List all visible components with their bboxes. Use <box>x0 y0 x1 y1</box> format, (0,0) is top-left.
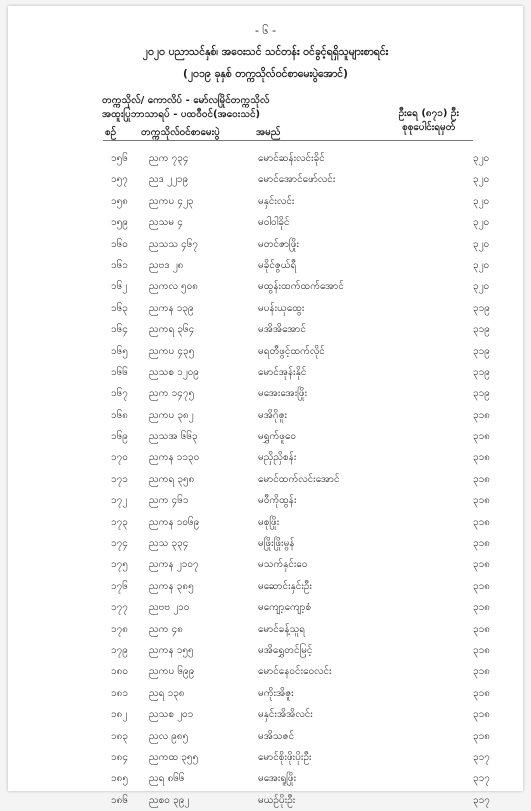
total-mark: ၃၁၈ <box>473 495 490 507</box>
university-line: တက္ကသိုလ်/ ကောလိပ် - မော်လမြိုင်တက္ကသိုလ် <box>102 95 270 106</box>
student-name: မတင်ဇာဖြိုး <box>258 238 299 250</box>
student-name: မသက်နှင်းဝေ <box>258 559 308 571</box>
total-mark: ၃၁၈ <box>473 709 490 721</box>
row-number: ၁၆၀ <box>111 238 128 250</box>
table-row <box>8 383 523 404</box>
student-name: မစုဖြိုး <box>258 516 280 528</box>
total-mark: ၃၁၈ <box>473 452 490 464</box>
student-name: မနှင်းလင်း <box>258 195 295 207</box>
table-row <box>8 276 523 297</box>
student-name: မဆောင်းနှင်းဦး <box>258 580 312 592</box>
student-name: မောင်အုန်းနိုင် <box>258 366 307 378</box>
table-row <box>8 661 523 682</box>
row-number: ၁၅၆ <box>111 153 128 164</box>
roll-number: ညလ ၉၈၅ <box>149 730 189 742</box>
roll-number: ညသမ ၄ <box>149 217 183 229</box>
student-name: မခိုင်ဇွယ်ရီ <box>258 259 297 271</box>
roll-number: ညသစ ၁၂၀၉ <box>149 366 199 378</box>
table-row <box>8 148 523 169</box>
roll-number: ညကန ၃၈၅ <box>149 580 194 592</box>
student-name: မအေးရူဖြိုး <box>258 773 297 785</box>
row-number: ၁၆၅ <box>111 345 128 357</box>
row-number: ၁၈၂ <box>111 709 128 721</box>
table-row <box>8 447 523 468</box>
roll-number: ညသစ ၂၀၁ <box>149 709 194 721</box>
roll-number: ညကရ ၃၅၈ <box>149 473 195 485</box>
table-row <box>8 576 523 597</box>
table-row <box>8 490 523 511</box>
header-divider <box>103 140 473 141</box>
table-row <box>8 234 523 255</box>
student-name: မညှိညှိစန်း <box>258 452 297 464</box>
student-name: မောင်နေဝင်းဝေလင်း <box>258 666 332 678</box>
roll-number: ညကထ ၃၅၅ <box>149 751 199 763</box>
total-mark: ၃၁၈ <box>473 409 490 421</box>
table-row <box>8 469 523 490</box>
row-number: ၁၆၉ <box>111 431 128 443</box>
total-mark: ၃၁၈ <box>473 602 490 614</box>
roll-number: ညကန ၁၁၃၀ <box>149 452 200 464</box>
student-name: မောင်ထက်လင်းအောင် <box>258 473 340 485</box>
table-row <box>8 640 523 661</box>
table-row <box>8 341 523 362</box>
row-number: ၁၆၁ <box>111 259 128 271</box>
total-mark: ၃၁၈ <box>473 559 490 571</box>
roll-number: ညကပ ၄၃၅ <box>149 345 195 357</box>
table-row <box>8 255 523 276</box>
row-number: ၁၇၂ <box>111 495 128 507</box>
total-mark: ၃၁၈ <box>473 730 490 742</box>
student-name: မပန်းယုထွေး <box>258 302 305 314</box>
total-mark: ၃၁၇ <box>473 794 490 806</box>
total-mark: ၃၁၈ <box>473 687 490 699</box>
student-name: မဝီကိုထွန်း <box>258 495 297 507</box>
roll-number: ညကလ ၅၀၈ <box>149 281 198 293</box>
roll-number: ညက ၁၄၇၅ <box>149 388 195 400</box>
major-subject-line: အထူးပြုဘာသာရပ် - ပထဝီဝင်(အဝေးသင်) <box>102 109 261 120</box>
row-number: ၁၆၇ <box>111 388 128 400</box>
row-number: ၁၇၆ <box>111 580 128 592</box>
total-mark: ၃၂၀ <box>473 195 490 207</box>
total-mark: ၃၂၀ <box>473 259 490 271</box>
roll-number: ညက ၄၈ <box>149 623 183 635</box>
student-name: မောင်ဆန်းလင်းခိုင် <box>258 153 325 164</box>
student-name: မထွန်းထက်ထက်အောင် <box>258 281 344 293</box>
student-name: မနှင်းအိအိလင်း <box>258 709 313 721</box>
table-row <box>8 554 523 575</box>
row-number: ၁၅၈ <box>111 195 128 207</box>
roll-number: ညကပ ၄၂၃ <box>149 195 194 207</box>
column-header-no: စဉ် <box>105 127 117 138</box>
row-number: ၁၇၉ <box>111 644 128 656</box>
row-number: ၁၈၄ <box>111 751 128 763</box>
row-number: ၁၇၅ <box>111 559 128 571</box>
roll-number: ညသ ၃၃၄ <box>149 538 189 550</box>
total-mark: ၃၁၉ <box>473 302 490 314</box>
table-row <box>8 683 523 704</box>
student-name: မောင်အောင်ဖော်လင်း <box>258 174 336 186</box>
column-header-roll: တက္ကသိုလ်ဝင်စာမေးပွဲ <box>141 127 220 138</box>
row-number: ၁၈၁ <box>111 687 128 699</box>
table-row <box>8 426 523 447</box>
row-number: ၁၇၈ <box>111 623 128 635</box>
student-name: မယဉ်ပိုးဦး <box>258 794 296 806</box>
table-row <box>8 768 523 789</box>
page-number: - ၆ - <box>254 24 277 37</box>
total-mark: ၃၁၇ <box>473 773 490 785</box>
total-marks-label: စုစုပေါင်းရမှတ် <box>402 122 456 133</box>
table-row <box>8 405 523 426</box>
total-mark: ၃၂၀ <box>473 238 490 250</box>
total-mark: ၃၂၀ <box>473 281 490 293</box>
roll-number: ညရ ၁၃၈ <box>149 687 185 699</box>
table-row <box>8 169 523 190</box>
total-mark: ၃၁၉ <box>473 388 490 400</box>
student-name: မဖြိုးဖြိုးမွန် <box>258 538 295 550</box>
row-number: ၁၆၄ <box>111 324 128 336</box>
student-name: မအိအိအောင် <box>258 324 306 336</box>
table-row <box>8 319 523 340</box>
table-row <box>8 298 523 319</box>
total-mark: ၃၁၈ <box>473 431 490 443</box>
row-number: ၁၈၆ <box>111 794 128 806</box>
roll-number: ညဒ ၂၂၁၉ <box>149 174 189 186</box>
table-row <box>8 533 523 554</box>
total-mark: ၃၁၈ <box>473 580 490 592</box>
student-name: မရတီဖွင့်ထက်လိုင် <box>258 345 325 357</box>
document-subtitle: (၂၀၁၉ ခုနှစ် တက္ကသိုလ်ဝင်စာမေးပွဲအောင်) <box>183 68 348 80</box>
total-mark: ၃၁၈ <box>473 538 490 550</box>
row-number: ၁၆၃ <box>111 302 128 314</box>
document-title: ၂၀၂၀ ပညာသင်နှစ်၊ အဝေးသင် သင်တန်း ဝင်ခွင့်ရရှိသူများစာရင်း <box>142 46 389 58</box>
roll-number: ညဗဒ ၂၈ <box>149 259 184 271</box>
roll-number: ညသသ ၄၆၇ <box>149 238 199 250</box>
total-count: ဦးရေ (၈၇၁) ဦး <box>398 108 459 119</box>
score-header <box>399 107 459 135</box>
table-row <box>8 597 523 618</box>
row-number: ၁၇၇ <box>111 602 128 614</box>
total-mark: ၃၁၉ <box>473 345 490 357</box>
student-name: မဝါဝါခိုင် <box>258 217 290 229</box>
total-mark: ၃၁၈ <box>473 666 490 678</box>
roll-number: ညကန ၁၃၉ <box>149 302 194 314</box>
student-name: မကျော့ကျော့စံ <box>258 602 312 614</box>
student-name: မအိဂိုဇူး <box>258 409 288 421</box>
row-number: ၁၇၄ <box>111 538 128 550</box>
roll-number: ညက ၄၆၁ <box>149 495 189 507</box>
student-table <box>8 148 523 811</box>
student-name: မအိရွှေတင်မြင့် <box>258 644 313 656</box>
row-number: ၁၆၆ <box>111 366 128 378</box>
student-name: မောင်ခန့်သူရ <box>258 623 306 635</box>
table-row <box>8 191 523 212</box>
row-number: ၁၈၀ <box>111 666 128 678</box>
total-mark: ၃၂၀ <box>473 153 490 164</box>
roll-number: ညက ၇၃၄ <box>149 153 189 164</box>
total-mark: ၃၁၉ <box>473 366 490 378</box>
roll-number: ညသအ ၆၆၃ <box>149 431 198 443</box>
table-row <box>8 512 523 533</box>
row-number: ၁၇၃ <box>111 516 128 528</box>
row-number: ၁၇၁ <box>111 473 128 485</box>
total-mark: ၃၁၈ <box>473 473 490 485</box>
roll-number: ညကပ ၃၈၂ <box>149 409 194 421</box>
total-mark: ၃၂၀ <box>473 174 490 186</box>
table-row <box>8 619 523 640</box>
document-page <box>8 6 523 806</box>
roll-number: ညကရ ၃၆၄ <box>149 324 195 336</box>
roll-number: ညကန ၁၀၆၉ <box>149 516 200 528</box>
total-mark: ၃၁၈ <box>473 623 490 635</box>
row-number: ၁၇၀ <box>111 452 128 464</box>
student-name: မကိုးအိဇူး <box>258 687 294 699</box>
row-number: ၁၅၉ <box>111 217 128 229</box>
student-name: မရွှက်ဖူဝေ <box>258 431 296 443</box>
row-number: ၁၈၃ <box>111 730 128 742</box>
roll-number: ညဗဗ ၂၁၀ <box>149 602 190 614</box>
total-mark: ၃၁၈ <box>473 516 490 528</box>
table-row <box>8 704 523 725</box>
roll-number: ညကန ၂၁၀၇ <box>149 559 199 571</box>
row-number: ၁၆၈ <box>111 409 128 421</box>
row-number: ၁၈၅ <box>111 773 128 785</box>
roll-number: ညကပ ၆၉၉ <box>149 666 195 678</box>
student-name: မအိသဇင် <box>258 730 295 742</box>
table-row <box>8 747 523 768</box>
table-row <box>8 212 523 233</box>
table-row <box>8 362 523 383</box>
roll-number: ညကန ၁၅၅ <box>149 644 194 656</box>
total-mark: ၃၁၇ <box>473 751 490 763</box>
total-mark: ၃၂၀ <box>473 217 490 229</box>
table-row <box>8 726 523 747</box>
student-name: မောင်စိုးဖိုးပိုးဦး <box>258 751 312 763</box>
row-number: ၁၅၇ <box>111 174 128 186</box>
table-row <box>8 790 523 811</box>
roll-number: ညစဝ ၃၉၂ <box>149 794 190 806</box>
total-mark: ၃၁၈ <box>473 644 490 656</box>
total-mark: ၃၁၉ <box>473 324 490 336</box>
column-header-name: အမည် <box>256 127 281 138</box>
student-name: မအေးအေးဖြိုး <box>258 388 308 400</box>
row-number: ၁၆၂ <box>111 281 128 293</box>
roll-number: ညရ ၈၆၆ <box>149 773 185 785</box>
